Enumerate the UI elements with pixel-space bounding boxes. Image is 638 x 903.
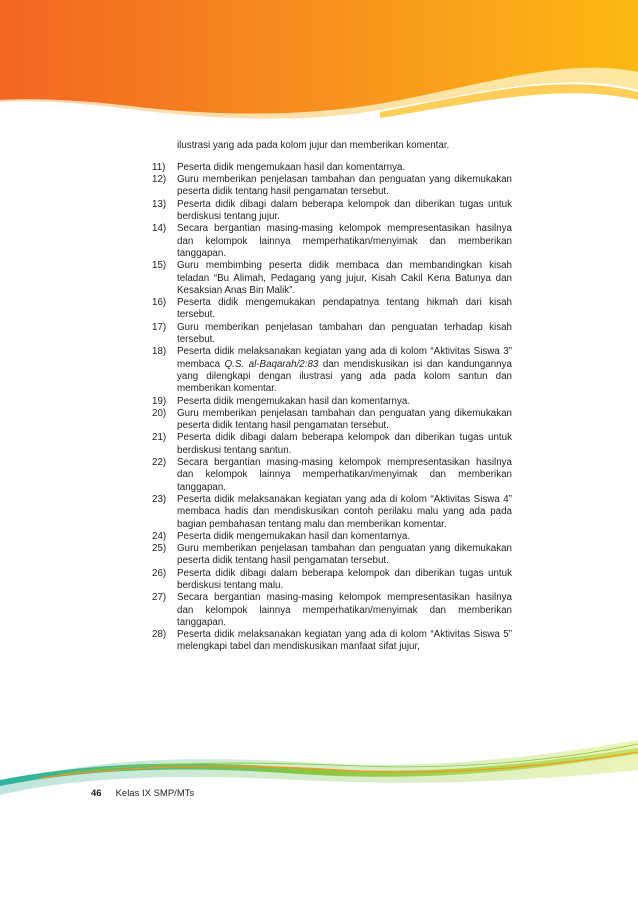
list-item <box>152 396 512 408</box>
item-number: 15) <box>152 260 167 272</box>
item-number: 26) <box>152 567 167 579</box>
item-number: 27) <box>152 592 167 604</box>
item-number: 11) <box>152 161 166 173</box>
list-item <box>152 346 512 395</box>
list-item <box>152 494 512 531</box>
item-text: Peserta didik dibagi dalam beberapa kelompok dan diberikan tugas untuk berdiskusi tentang malu. <box>177 567 512 591</box>
item-number: 22) <box>152 457 167 469</box>
item-number: 20) <box>152 407 167 419</box>
list-item <box>152 457 512 494</box>
list-item <box>152 432 512 457</box>
quran-reference: Q.S. al-Baqarah/2:83 <box>224 358 319 370</box>
item-number: 17) <box>152 321 167 333</box>
item-number: 14) <box>152 223 167 235</box>
item-text: Guru membimbing peserta didik membaca dan membandingkan kisah teladan “Bu Alimah, Pedagang yang jujur, Kisah Cakil Kena Batunya dan Kesaksian Anas Bin Malik”. <box>177 260 512 296</box>
item-text: Peserta didik dibagi dalam beberapa kelompok dan diberikan tugas untuk berdiskusi tentang jujur. <box>177 198 512 223</box>
continuation-text: ilustrasi yang ada pada kolom jujur dan memberikan komentar. <box>177 139 450 151</box>
list-item <box>152 162 512 174</box>
item-text: Secara bergantian masing-masing kelompok mempresentasikan hasilnya dan kelompok lainnya memperhatikan/menyimak dan memberikan tanggapan. <box>177 457 512 493</box>
item-text: Guru memberikan penjelasan tambahan dan penguatan terhadap kisah tersebut. <box>177 321 512 346</box>
page-footer <box>91 788 194 799</box>
list-item <box>152 322 512 347</box>
item-text: Peserta didik melaksanakan kegiatan yang ada di kolom “Aktivitas Siswa 4” membaca hadis dan mendiskusikan contoh perilaku malu yang ada pada bagian pembahasan tentang malu dan memberikan komentar. <box>177 493 512 530</box>
page-number: 46 <box>91 788 102 799</box>
item-number: 24) <box>152 530 167 542</box>
item-number: 19) <box>152 395 167 407</box>
book-title: Kelas IX SMP/MTs <box>115 788 195 799</box>
list-item <box>152 531 512 543</box>
item-text: Guru memberikan penjelasan tambahan dan penguatan yang dikemukakan peserta didik tentang hasil pengamatan tersebut. <box>177 174 512 198</box>
item-text: Guru memberikan penjelasan tambahan dan penguatan yang dikemukakan peserta didik tentang hasil pengamatan tersebut. <box>177 543 512 567</box>
list-item <box>152 223 512 260</box>
item-text: Peserta didik mengemukakan pendapatnya tentang hikmah dari kisah tersebut. <box>177 297 512 321</box>
list-item <box>152 199 512 224</box>
item-number: 16) <box>152 297 167 309</box>
item-number: 23) <box>152 493 167 505</box>
item-text: Peserta didik mengemukakan hasil dan komentarnya. <box>177 395 411 407</box>
list-item <box>152 543 512 568</box>
item-text: Peserta didik dibagi dalam beberapa kelompok dan diberikan tugas untuk berdiskusi tentang santun. <box>177 432 512 456</box>
item-text-before: Peserta didik melaksanakan kegiatan yang ada di kolom “Aktivitas Siswa 3” membaca <box>177 346 512 370</box>
item-text-after: dan mendiskusikan isi dan kandungannya yang dilengkapi dengan ilustrasi yang ada pada kolom santun dan memberikan komentar. <box>177 358 512 395</box>
item-text: Peserta didik mengemukakan hasil dan komentarnya. <box>177 530 411 542</box>
item-text: Peserta didik melaksanakan kegiatan yang ada di kolom “Aktivitas Siswa 5” melengkapi tabel dan mendiskusikan manfaat sifat jujur, <box>177 629 512 653</box>
page-content <box>152 130 512 654</box>
list-item <box>152 260 512 297</box>
list-item <box>152 408 512 433</box>
item-number: 13) <box>152 198 167 210</box>
list-item <box>152 592 512 629</box>
item-text: Secara bergantian masing-masing kelompok mempresentasikan hasilnya dan kelompok lainnya memperhatikan/menyimak dan memberikan tanggapan. <box>177 592 512 628</box>
item-text <box>177 346 512 395</box>
list-item <box>152 629 512 654</box>
list-item <box>152 174 512 199</box>
item-text: Secara bergantian masing-masing kelompok mempresentasikan hasilnya dan kelompok lainnya memperhatikan/menyimak dan memberikan tanggapan. <box>177 223 512 259</box>
item-text: Peserta didik mengemukaan hasil dan komentarnya. <box>177 161 406 173</box>
item-number: 25) <box>152 543 167 555</box>
item-number: 12) <box>152 174 167 186</box>
list-item <box>152 297 512 322</box>
item-text: Guru memberikan penjelasan tambahan dan penguatan yang dikemukakan peserta didik tentang hasil pengamatan tersebut. <box>177 407 512 432</box>
item-number: 21) <box>152 432 167 444</box>
list-item <box>152 568 512 593</box>
item-number: 28) <box>152 629 167 641</box>
item-number: 18) <box>152 346 167 358</box>
